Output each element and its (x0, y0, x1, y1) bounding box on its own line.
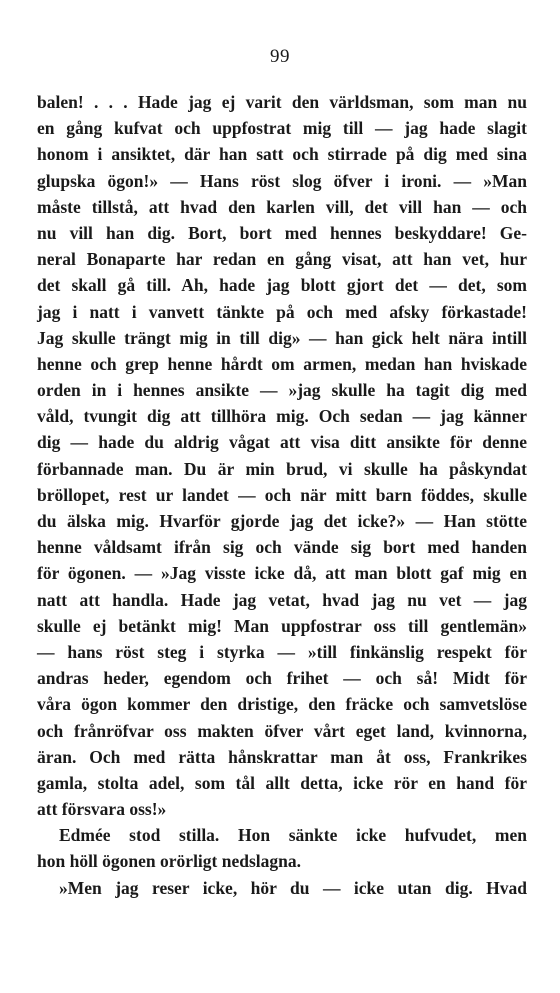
text-line: skulle ej betänkt mig! Man uppfostrar oss till gentlemän» (37, 615, 527, 636)
text-line: balen! . . . Hade jag ej varit den världsman, som man nu (37, 92, 527, 112)
text-line: det skall gå till. Ah, hade jag blott gjort det — det, som (37, 275, 527, 296)
text-line: andras heder, egendom och frihet — och så! Midt för (37, 668, 527, 689)
text-line: nu vill han dig. Bort, bort med hennes beskyddare! Ge- (37, 222, 527, 243)
text-line: bröllopet, rest ur landet — och när mitt barn föddes, skulle (37, 484, 527, 505)
text-line: för ögonen. — »Jag visste icke då, att man blott gaf mig en (37, 563, 527, 584)
text-line: orden in i hennes ansikte — »jag skulle ha tagit dig med (37, 380, 527, 401)
paragraph-end-line: hon höll ögonen orörligt nedslagna. (37, 851, 302, 872)
text-line: henne och grep henne hårdt om armen, medan han hviskade (37, 353, 527, 374)
paragraph-end-line: att försvara oss!» (37, 799, 167, 820)
text-line: jag i natt i vanvett tänkte på och med afsky förkastade! (37, 301, 527, 322)
text-line: förbannade man. Du är min brud, vi skulle ha påskyndat (37, 458, 527, 479)
text-line: äran. Och med rätta hånskrattar man åt oss, Frankrikes (37, 746, 527, 767)
text-line: natt att handla. Hade jag vetat, hvad jag nu vet — jag (37, 589, 527, 610)
text-line: neral Bonaparte har redan en gång visat, att han vet, hur (37, 249, 527, 270)
text-line: du älska mig. Hvarför gjorde jag det icke?» — Han stötte (37, 511, 527, 531)
text-line: måste tillstå, att hvad den karlen vill, det vill han — och (37, 196, 527, 217)
text-line: Jag skulle trängt mig in till dig» — han gick helt nära intill (37, 327, 527, 348)
page-number: 99 (270, 46, 290, 67)
text-line: — hans röst steg i styrka — »till finkänslig respekt för (37, 641, 527, 662)
text-line: dig — hade du aldrig vågat att visa ditt ansikte för denne (37, 432, 527, 453)
text-line: gamla, stolta adel, som tål allt detta, icke rör en hand för (37, 772, 527, 793)
paragraph-start-line: »Men jag reser icke, hör du — icke utan dig. Hvad (59, 877, 527, 898)
text-line: våra ögon kommer den dristige, den fräcke och samvetslöse (37, 694, 527, 715)
text-line: henne våldsamt ifrån sig och vände sig bort med handen (37, 537, 527, 558)
text-line: honom i ansiktet, där han satt och stirrade på dig med sina (37, 144, 527, 165)
body-text (37, 89, 527, 901)
text-line: och frånröfvar oss makten öfver vårt eget land, kvinnorna, (37, 720, 527, 741)
text-line: en gång kufvat och uppfostrat mig till — jag hade slagit (37, 118, 527, 139)
paragraph-start-line: Edmée stod stilla. Hon sänkte icke hufvudet, men (59, 825, 527, 846)
text-line: glupska ögon!» — Hans röst slog öfver i ironi. — »Man (37, 170, 527, 191)
text-line: våld, tvungit dig att tillhöra mig. Och sedan — jag känner (37, 406, 527, 427)
